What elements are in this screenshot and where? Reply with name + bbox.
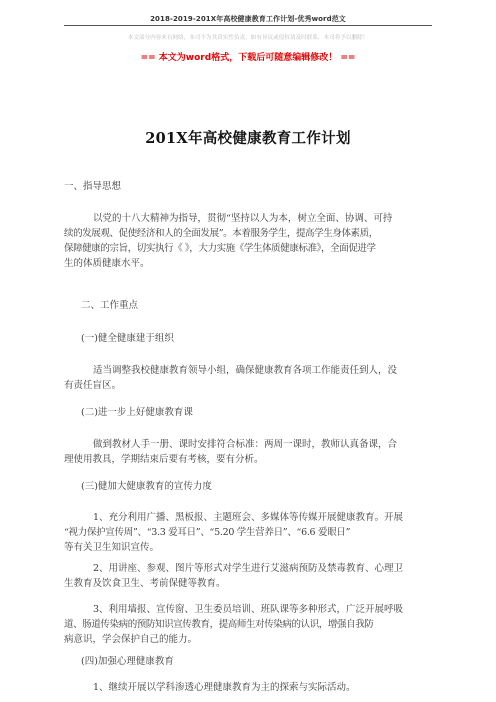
text-line: 等有关卫生知识宣传。 [64, 542, 160, 553]
text-line: 3、利用墙报、宣传窗、卫生委员培训、班队课等多种形式，广泛开展呼吸 [93, 604, 404, 615]
subsection-heading [81, 479, 212, 494]
subsection-heading [81, 331, 174, 346]
text-line: 1、继续开展以学科渗透心理健康教育为主的探索与实际活动。 [93, 682, 356, 693]
text-line: 保障健康的宗旨，切实执行《 》，大力实施《学生体质健康标准》，全面促进学 [64, 243, 376, 254]
text-line: (一)健全健康建于组织 [81, 333, 174, 344]
text-line: 理使用教具，学期结束后要有考核，要有分析。 [64, 454, 264, 465]
text-line: 1、充分利用广播、黑板报、主题班会、多媒体等传媒开展健康教育。开展 [93, 512, 404, 523]
disclaimer-text: 本文部分内容来自网络，本司不为其真实性负责，如有异议或侵权请及时联系，本司将予以删除！ [127, 35, 369, 41]
subsection-heading [81, 405, 193, 420]
document-title: 201X年高校健康教育工作计划 [145, 130, 351, 147]
text-line: 适当调整我校健康教育领导小组，确保健康教育各项工作能责任到人，没 [93, 365, 398, 376]
text-line: 续的发展观、促使经济和人的全面发展”。本着服务学生，提高学生身体素质， [64, 228, 378, 239]
text-line: 有责任盲区。 [64, 380, 122, 391]
paragraph [64, 510, 403, 555]
text-line: 一、指导思想 [64, 181, 122, 192]
edit-notice: == 本文为word格式，下载后可随意编辑修改！ == [140, 53, 356, 63]
paragraph [64, 602, 403, 647]
text-line: 2、用讲座、参观、图片等形式对学生进行艾滋病预防及禁毒教育、心理卫 [93, 563, 404, 574]
paragraph [64, 363, 397, 393]
text-line: (三)健加大健康教育的宣传力度 [81, 481, 212, 492]
text-line: 以党的十八大精神为指导，贯彻“坚持以人为本，树立全面、协调、可持 [93, 213, 393, 224]
text-line: 生教育及饮食卫生、考前保健等教育。 [64, 578, 226, 589]
text-line: 二、工作重点 [81, 300, 139, 311]
header-divider [64, 25, 432, 26]
running-header: 2018-2019-201X年高校健康教育工作计划-优秀word范文 [150, 15, 346, 23]
text-line: 做到教材人手一册、课时安排符合标准：两周一课时，教师认真备课，合 [93, 439, 398, 450]
section-heading [64, 179, 121, 194]
section-heading [81, 298, 138, 313]
text-line: 生的体质健康水平。 [64, 258, 150, 269]
paragraph [93, 680, 356, 695]
text-line: (四)加强心理健康教育 [81, 656, 174, 667]
text-line: (二)进一步上好健康教育课 [81, 407, 193, 418]
paragraph [64, 211, 392, 271]
text-line: 病意识，学会保护自己的能力。 [64, 634, 198, 645]
paragraph [64, 561, 403, 591]
text-line: “视力保护宣传周”、“3.3 爱耳日”、“5.20 学生营养日”、“6.6 爱眼日” [64, 527, 351, 538]
text-line: 道、肠道传染病的预防知识宣传教育，提高师生对传染病的认识，增强自我防 [64, 619, 374, 630]
paragraph [64, 437, 397, 467]
subsection-heading [81, 654, 174, 669]
